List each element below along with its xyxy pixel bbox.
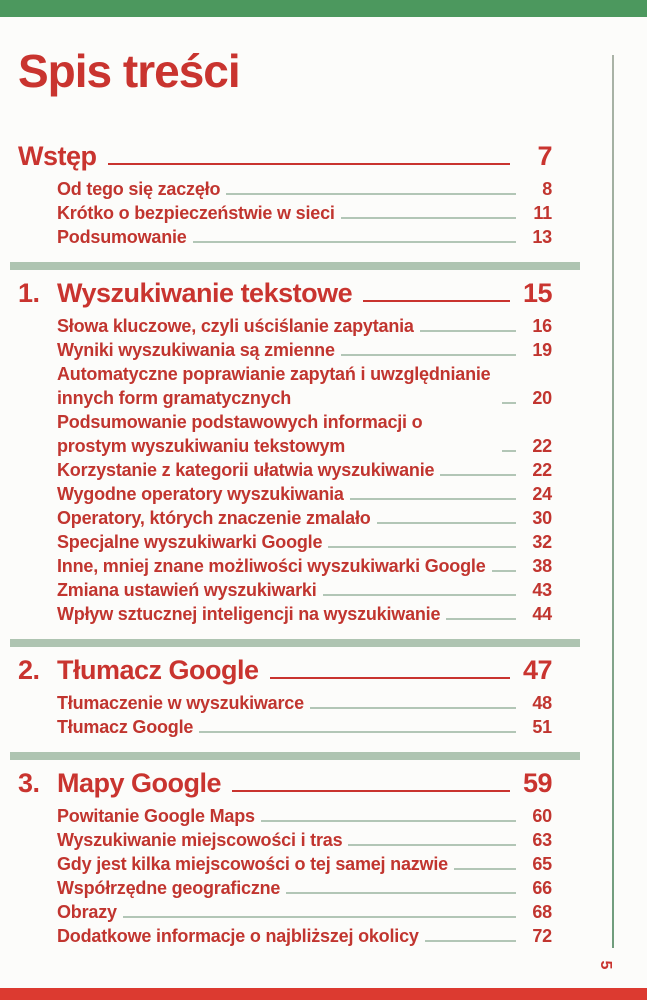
toc-item-row bbox=[18, 201, 552, 225]
toc-item-row bbox=[18, 828, 552, 852]
page-title: Spis treści bbox=[18, 45, 240, 97]
item-page-number: 38 bbox=[532, 556, 552, 576]
item-page-number: 16 bbox=[532, 316, 552, 336]
item-page-number: 32 bbox=[532, 532, 552, 552]
toc-item-row bbox=[18, 338, 552, 362]
item-page-number: 51 bbox=[532, 717, 552, 737]
item-leader-line bbox=[123, 916, 516, 918]
heading-leader-line bbox=[363, 300, 510, 302]
item-page-number: 8 bbox=[542, 179, 552, 199]
item-label: Powitanie Google Maps bbox=[57, 806, 255, 826]
item-page-number: 65 bbox=[532, 854, 552, 874]
heading-leader-line bbox=[108, 163, 511, 165]
item-leader-line bbox=[492, 570, 516, 572]
item-leader-line bbox=[425, 940, 516, 942]
section-separator-bar bbox=[10, 752, 580, 760]
right-vertical-rule bbox=[612, 55, 614, 948]
item-page-number: 24 bbox=[532, 484, 552, 504]
side-page-number: 5 bbox=[597, 960, 614, 970]
toc-item-row bbox=[18, 177, 552, 201]
item-page-number: 30 bbox=[532, 508, 552, 528]
item-leader-line bbox=[502, 402, 516, 404]
toc bbox=[18, 140, 552, 948]
section-items bbox=[18, 804, 552, 948]
section-heading-row bbox=[18, 767, 552, 800]
toc-item-row bbox=[18, 458, 552, 482]
section-heading-row bbox=[18, 277, 552, 310]
item-page-number: 63 bbox=[532, 830, 552, 850]
item-page-number: 48 bbox=[532, 693, 552, 713]
section-separator-bar bbox=[10, 262, 580, 270]
item-leader-line bbox=[377, 522, 516, 524]
item-leader-line bbox=[328, 546, 516, 548]
heading-leader-line bbox=[270, 677, 510, 679]
item-page-number: 68 bbox=[532, 902, 552, 922]
item-leader-line bbox=[350, 498, 516, 500]
item-label: Słowa kluczowe, czyli uściślanie zapytania bbox=[57, 316, 414, 336]
item-label: Obrazy bbox=[57, 902, 117, 922]
item-label: Wygodne operatory wyszukiwania bbox=[57, 484, 344, 504]
toc-item-row bbox=[18, 804, 552, 828]
toc-item-row bbox=[18, 554, 552, 578]
heading-leader-line bbox=[232, 790, 510, 792]
item-page-number: 19 bbox=[532, 340, 552, 360]
item-leader-line bbox=[348, 844, 516, 846]
section-page-number: 15 bbox=[522, 278, 552, 308]
item-leader-line bbox=[420, 330, 516, 332]
item-leader-line bbox=[341, 354, 516, 356]
item-leader-line bbox=[502, 450, 516, 452]
item-label: Podsumowanie podstawowych informacji o prostym wyszukiwaniu tekstowym bbox=[57, 412, 423, 456]
item-label: Korzystanie z kategorii ułatwia wyszukiwanie bbox=[57, 460, 435, 480]
item-leader-line bbox=[261, 820, 516, 822]
toc-section bbox=[18, 262, 552, 626]
toc-item-row bbox=[18, 602, 552, 626]
section-separator-bar bbox=[10, 639, 580, 647]
item-page-number: 11 bbox=[533, 203, 552, 223]
item-label: Od tego się zaczęło bbox=[57, 179, 221, 199]
item-label: Wyszukiwanie miejscowości i tras bbox=[57, 830, 343, 850]
item-label: Wpływ sztucznej inteligencji na wyszukiwanie bbox=[57, 604, 441, 624]
section-page-number: 59 bbox=[522, 768, 552, 798]
item-label: Krótko o bezpieczeństwie w sieci bbox=[57, 203, 335, 223]
bottom-red-bar bbox=[0, 988, 647, 1000]
section-number: 1. bbox=[18, 278, 40, 308]
item-page-number: 13 bbox=[532, 227, 552, 247]
item-leader-line bbox=[199, 731, 516, 733]
toc-section bbox=[18, 752, 552, 948]
toc-item-row bbox=[18, 578, 552, 602]
item-label: Gdy jest kilka miejscowości o tej samej nazwie bbox=[57, 854, 448, 874]
item-leader-line bbox=[323, 594, 517, 596]
item-label: Operatory, których znaczenie zmalało bbox=[57, 508, 371, 528]
item-label: Podsumowanie bbox=[57, 227, 187, 247]
item-label: Specjalne wyszukiwarki Google bbox=[57, 532, 323, 552]
item-page-number: 22 bbox=[532, 436, 552, 456]
item-label: Zmiana ustawień wyszukiwarki bbox=[57, 580, 317, 600]
item-leader-line bbox=[454, 868, 516, 870]
section-items bbox=[18, 314, 552, 626]
item-leader-line bbox=[193, 241, 516, 243]
toc-item-row bbox=[18, 691, 552, 715]
item-page-number: 20 bbox=[532, 388, 552, 408]
toc-item-row bbox=[18, 852, 552, 876]
section-number: 2. bbox=[18, 655, 40, 685]
section-items bbox=[18, 177, 552, 249]
section-title: Tłumacz Google bbox=[57, 655, 259, 685]
item-label: Tłumacz Google bbox=[57, 717, 194, 737]
item-leader-line bbox=[310, 707, 516, 709]
toc-item-row bbox=[18, 715, 552, 739]
item-label: Współrzędne geograficzne bbox=[57, 878, 281, 898]
top-green-bar bbox=[0, 0, 647, 17]
toc-item-row bbox=[18, 225, 552, 249]
section-number: 3. bbox=[18, 768, 40, 798]
section-page-number: 7 bbox=[537, 141, 552, 171]
item-page-number: 66 bbox=[532, 878, 552, 898]
section-title: Wstęp bbox=[18, 141, 97, 171]
item-leader-line bbox=[226, 193, 516, 195]
item-leader-line bbox=[341, 217, 516, 219]
item-label: Inne, mniej znane możliwości wyszukiwarki Google bbox=[57, 556, 486, 576]
toc-item-row bbox=[18, 314, 552, 338]
item-label: Automatyczne poprawianie zapytań i uwzględnianie innych form gramatycznych bbox=[57, 364, 491, 408]
toc-item-row bbox=[18, 924, 552, 948]
toc-section bbox=[18, 639, 552, 739]
toc-item-row bbox=[18, 410, 552, 458]
item-leader-line bbox=[440, 474, 516, 476]
item-label: Dodatkowe informacje o najbliższej okolicy bbox=[57, 926, 419, 946]
item-page-number: 44 bbox=[532, 604, 552, 624]
toc-section bbox=[18, 140, 552, 249]
item-leader-line bbox=[286, 892, 516, 894]
section-items bbox=[18, 691, 552, 739]
item-page-number: 43 bbox=[532, 580, 552, 600]
section-title: Mapy Google bbox=[57, 768, 222, 798]
toc-item-row bbox=[18, 482, 552, 506]
toc-item-row bbox=[18, 362, 552, 410]
toc-item-row bbox=[18, 876, 552, 900]
section-heading-row bbox=[18, 654, 552, 687]
toc-item-row bbox=[18, 900, 552, 924]
section-title: Wyszukiwanie tekstowe bbox=[57, 278, 353, 308]
item-page-number: 72 bbox=[532, 926, 552, 946]
item-page-number: 22 bbox=[532, 460, 552, 480]
section-page-number: 47 bbox=[522, 655, 552, 685]
toc-item-row bbox=[18, 530, 552, 554]
item-label: Wyniki wyszukiwania są zmienne bbox=[57, 340, 335, 360]
item-label: Tłumaczenie w wyszukiwarce bbox=[57, 693, 304, 713]
item-page-number: 60 bbox=[532, 806, 552, 826]
section-heading-row bbox=[18, 140, 552, 173]
toc-item-row bbox=[18, 506, 552, 530]
item-leader-line bbox=[446, 618, 516, 620]
